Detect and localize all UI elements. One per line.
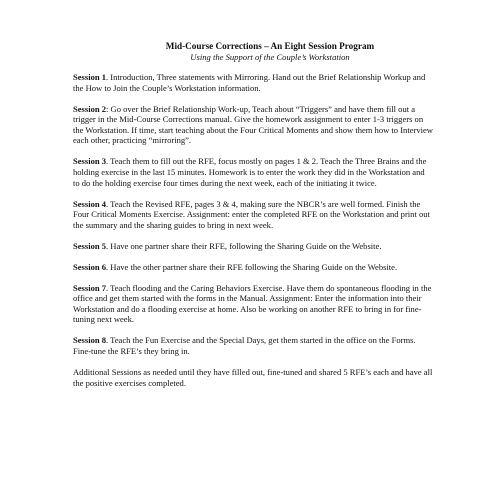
session-text: . Teach flooding and the Caring Behaviors Exercise. Have them do spontaneous flooding in the office and get them started with the forms in the Manual. Assignment: Enter the information into their Workstation and do a flooding exercise at home. Also be working on another RFE to bring in for fine-tuning next week.: [73, 282, 432, 325]
session-label: Session 4: [73, 198, 107, 209]
session-text: : Go over the Brief Relationship Work-up, Teach about “Triggers” and have them fill out a trigger in the Mid-Course Corrections manual. Give the homework assignment to enter 1-3 triggers on the Workstation. If time, start teaching about the Four Critical Moments and show them how to Interview each other, practicing “mirroring”.: [73, 103, 433, 146]
closing-paragraph: Additional Sessions as needed until they have filled out, fine-tuned and shared 5 RFE’s each and have all the positive exercises completed.: [73, 367, 433, 388]
session-label: Session 5: [73, 240, 107, 251]
session-label: Session 3: [73, 156, 107, 167]
session-label: Session 7: [73, 282, 107, 293]
session-paragraph: [73, 283, 433, 325]
session-label: Session 1: [73, 72, 107, 82]
session-paragraph: [73, 262, 433, 273]
session-label: Session 6: [73, 261, 107, 272]
session-paragraph: [73, 104, 433, 146]
document-subtitle: Using the Support of the Couple’s Workstation: [190, 52, 350, 62]
session-paragraph: [73, 72, 433, 93]
session-text: . Have the other partner share their RFE following the Sharing Guide on the Website.: [106, 261, 398, 272]
session-text: . Teach them to fill out the RFE, focus mostly on pages 1 & 2. Teach the Three Brains and the holding exercise in the last 15 minutes. Homework is to enter the work they did in the Workstation and to do the holding exercise four times during the next week, each of the initiating it twice.: [73, 156, 427, 188]
document-title: Mid-Course Corrections – An Eight Session Program: [165, 41, 375, 51]
session-text: . Introduction, Three statements with Mirroring. Hand out the Brief Relationship Workup and the How to Join the Couple’s Workstation information.: [73, 72, 426, 93]
session-label: Session 2: [73, 103, 107, 114]
session-paragraph: [73, 241, 433, 252]
session-text: . Teach the Revised RFE, pages 3 & 4, making sure the NBCR’s are well formed. Finish the Four Critical Moments Exercise. Assignment: enter the completed RFE on the Workstation and print out the summary and the sharing guides to bring in next week.: [73, 198, 430, 230]
session-text: . Have one partner share their RFE, following the Sharing Guide on the Website.: [106, 240, 382, 251]
session-paragraph: [73, 335, 433, 356]
session-label: Session 8: [73, 335, 107, 346]
session-paragraph: [73, 199, 433, 231]
session-paragraph: [73, 156, 433, 188]
session-text: . Teach the Fun Exercise and the Special Days, get them started in the office on the Forms. Fine-tune the RFE’s they bring in.: [73, 335, 416, 357]
